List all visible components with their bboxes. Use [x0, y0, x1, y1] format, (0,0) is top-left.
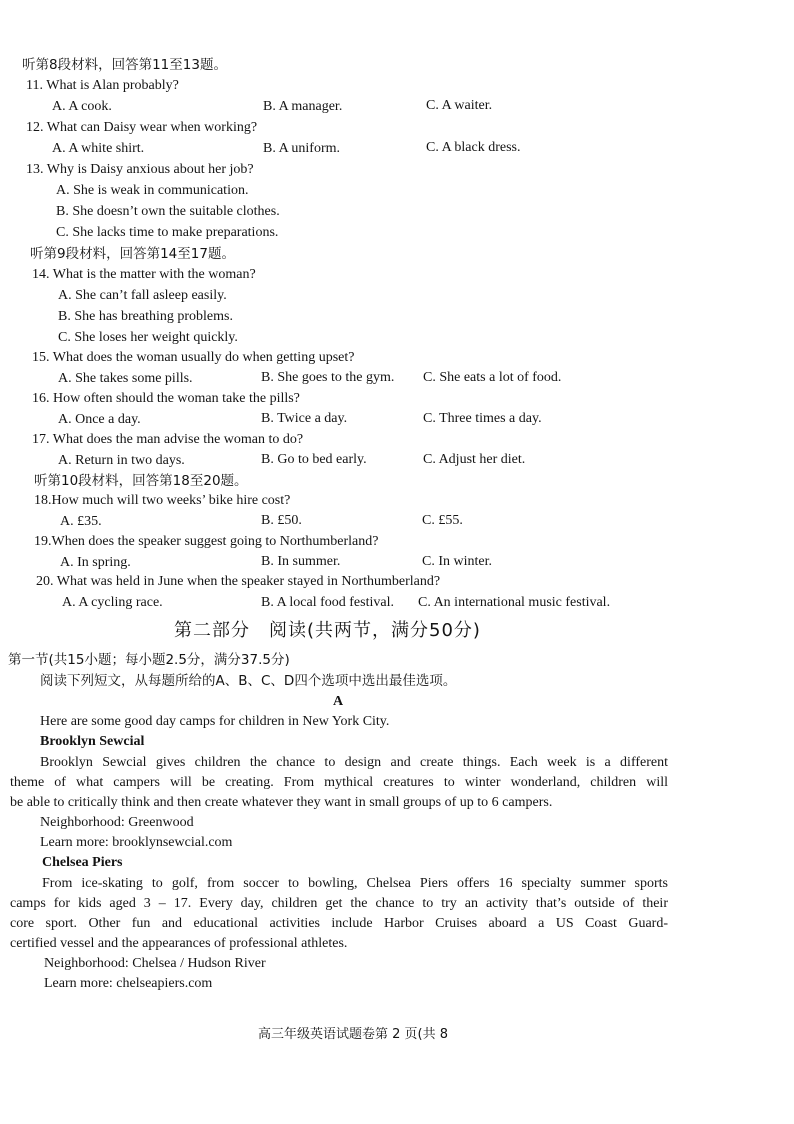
question-18-option-c: C. £55.: [422, 513, 463, 528]
question-14-option-c: C. She loses her weight quickly.: [58, 330, 238, 345]
question-18-stem: 18.How much will two weeks’ bike hire cost?: [34, 493, 291, 508]
camp-2-line-1: From ice-skating to golf, from soccer to bowling, Chelsea Piers offers 16 specialty summer sports: [42, 876, 668, 891]
question-20-option-a: A. A cycling race.: [62, 595, 163, 610]
question-15-option-c: C. She eats a lot of food.: [423, 370, 562, 385]
question-11-stem: 11. What is Alan probably?: [26, 78, 179, 93]
question-18-option-b: B. £50.: [261, 513, 302, 528]
question-19-option-c: C. In winter.: [422, 554, 492, 569]
passage-letter: A: [333, 694, 344, 709]
camp-2-neighborhood: Neighborhood: Chelsea / Hudson River: [44, 956, 266, 971]
passage-intro: Here are some good day camps for children in New York City.: [40, 714, 390, 729]
question-18-option-a: A. £35.: [60, 514, 102, 529]
camp-2-name: Chelsea Piers: [42, 855, 123, 870]
question-19-stem: 19.When does the speaker suggest going to Northumberland?: [34, 534, 379, 549]
question-14-option-b: B. She has breathing problems.: [58, 309, 233, 324]
question-20-option-b: B. A local food festival.: [261, 595, 394, 610]
section-10-heading: 听第10段材料，回答第18至20题。: [34, 473, 248, 489]
question-17-option-b: B. Go to bed early.: [261, 452, 367, 467]
question-12-option-b: B. A uniform.: [263, 141, 341, 156]
question-17-option-c: C. Adjust her diet.: [423, 452, 526, 467]
question-16-option-b: B. Twice a day.: [261, 411, 348, 426]
question-20-option-c: C. An international music festival.: [418, 595, 611, 610]
reading-instruction: 阅读下列短文，从每题所给的A、B、C、D四个选项中选出最佳选项。: [40, 673, 457, 689]
question-16-stem: 16. How often should the woman take the pills?: [32, 391, 300, 406]
question-13-option-b: B. She doesn’t own the suitable clothes.: [56, 204, 280, 219]
camp-2-line-3: core sport. Other fun and educational activities include Harbor Cruises aboard a US Coast Guard-: [10, 916, 668, 931]
question-12-stem: 12. What can Daisy wear when working?: [26, 120, 258, 135]
camp-1-neighborhood: Neighborhood: Greenwood: [40, 815, 194, 830]
question-15-option-b: B. She goes to the gym.: [261, 370, 395, 385]
question-11-option-c: C. A waiter.: [426, 98, 493, 113]
camp-2-line-2: camps for kids aged 3 – 17. Every day, children get the chance to try an activity that’s outside of their: [10, 896, 668, 911]
camp-1-learn-more: Learn more: brooklynsewcial.com: [40, 835, 233, 850]
camp-1-line-2: theme of what campers will be creating. From mythical creatures to winter wonderland, children will: [10, 775, 668, 790]
question-11-option-a: A. A cook.: [52, 99, 112, 114]
page-footer: 高三年级英语试题卷第 2 页(共 8: [258, 1027, 449, 1042]
section-one-title: 第一节(共15小题；每小题2.5分，满分37.5分): [8, 652, 290, 668]
question-11-option-b: B. A manager.: [263, 99, 343, 114]
question-17-option-a: A. Return in two days.: [58, 453, 185, 468]
question-15-stem: 15. What does the woman usually do when getting upset?: [32, 350, 355, 365]
question-15-option-a: A. She takes some pills.: [58, 371, 193, 386]
question-17-stem: 17. What does the man advise the woman to do?: [32, 432, 304, 447]
question-19-option-a: A. In spring.: [60, 555, 131, 570]
camp-1-name: Brooklyn Sewcial: [40, 734, 145, 749]
section-8-heading: 听第8段材料，回答第11至13题。: [22, 57, 227, 73]
question-12-option-a: A. A white shirt.: [52, 141, 145, 156]
question-13-option-c: C. She lacks time to make preparations.: [56, 225, 279, 240]
part-two-title: 第二部分 阅读(共两节，满分50分): [174, 620, 481, 641]
section-9-heading: 听第9段材料，回答第14至17题。: [30, 246, 235, 262]
camp-2-line-4: certified vessel and the appearances of professional athletes.: [10, 936, 348, 951]
camp-1-line-3: be able to critically think and then create whatever they want in small groups of up to 6 campers.: [10, 795, 553, 810]
camp-2-learn-more: Learn more: chelseapiers.com: [44, 976, 213, 991]
question-19-option-b: B. In summer.: [261, 554, 341, 569]
question-13-stem: 13. Why is Daisy anxious about her job?: [26, 162, 254, 177]
camp-1-line-1: Brooklyn Sewcial gives children the chance to design and create things. Each week is a different: [40, 755, 668, 770]
question-16-option-c: C. Three times a day.: [423, 411, 542, 426]
question-13-option-a: A. She is weak in communication.: [56, 183, 249, 198]
question-12-option-c: C. A black dress.: [426, 140, 521, 155]
question-20-stem: 20. What was held in June when the speaker stayed in Northumberland?: [36, 574, 441, 589]
question-14-stem: 14. What is the matter with the woman?: [32, 267, 256, 282]
question-16-option-a: A. Once a day.: [58, 412, 141, 427]
question-14-option-a: A. She can’t fall asleep easily.: [58, 288, 227, 303]
